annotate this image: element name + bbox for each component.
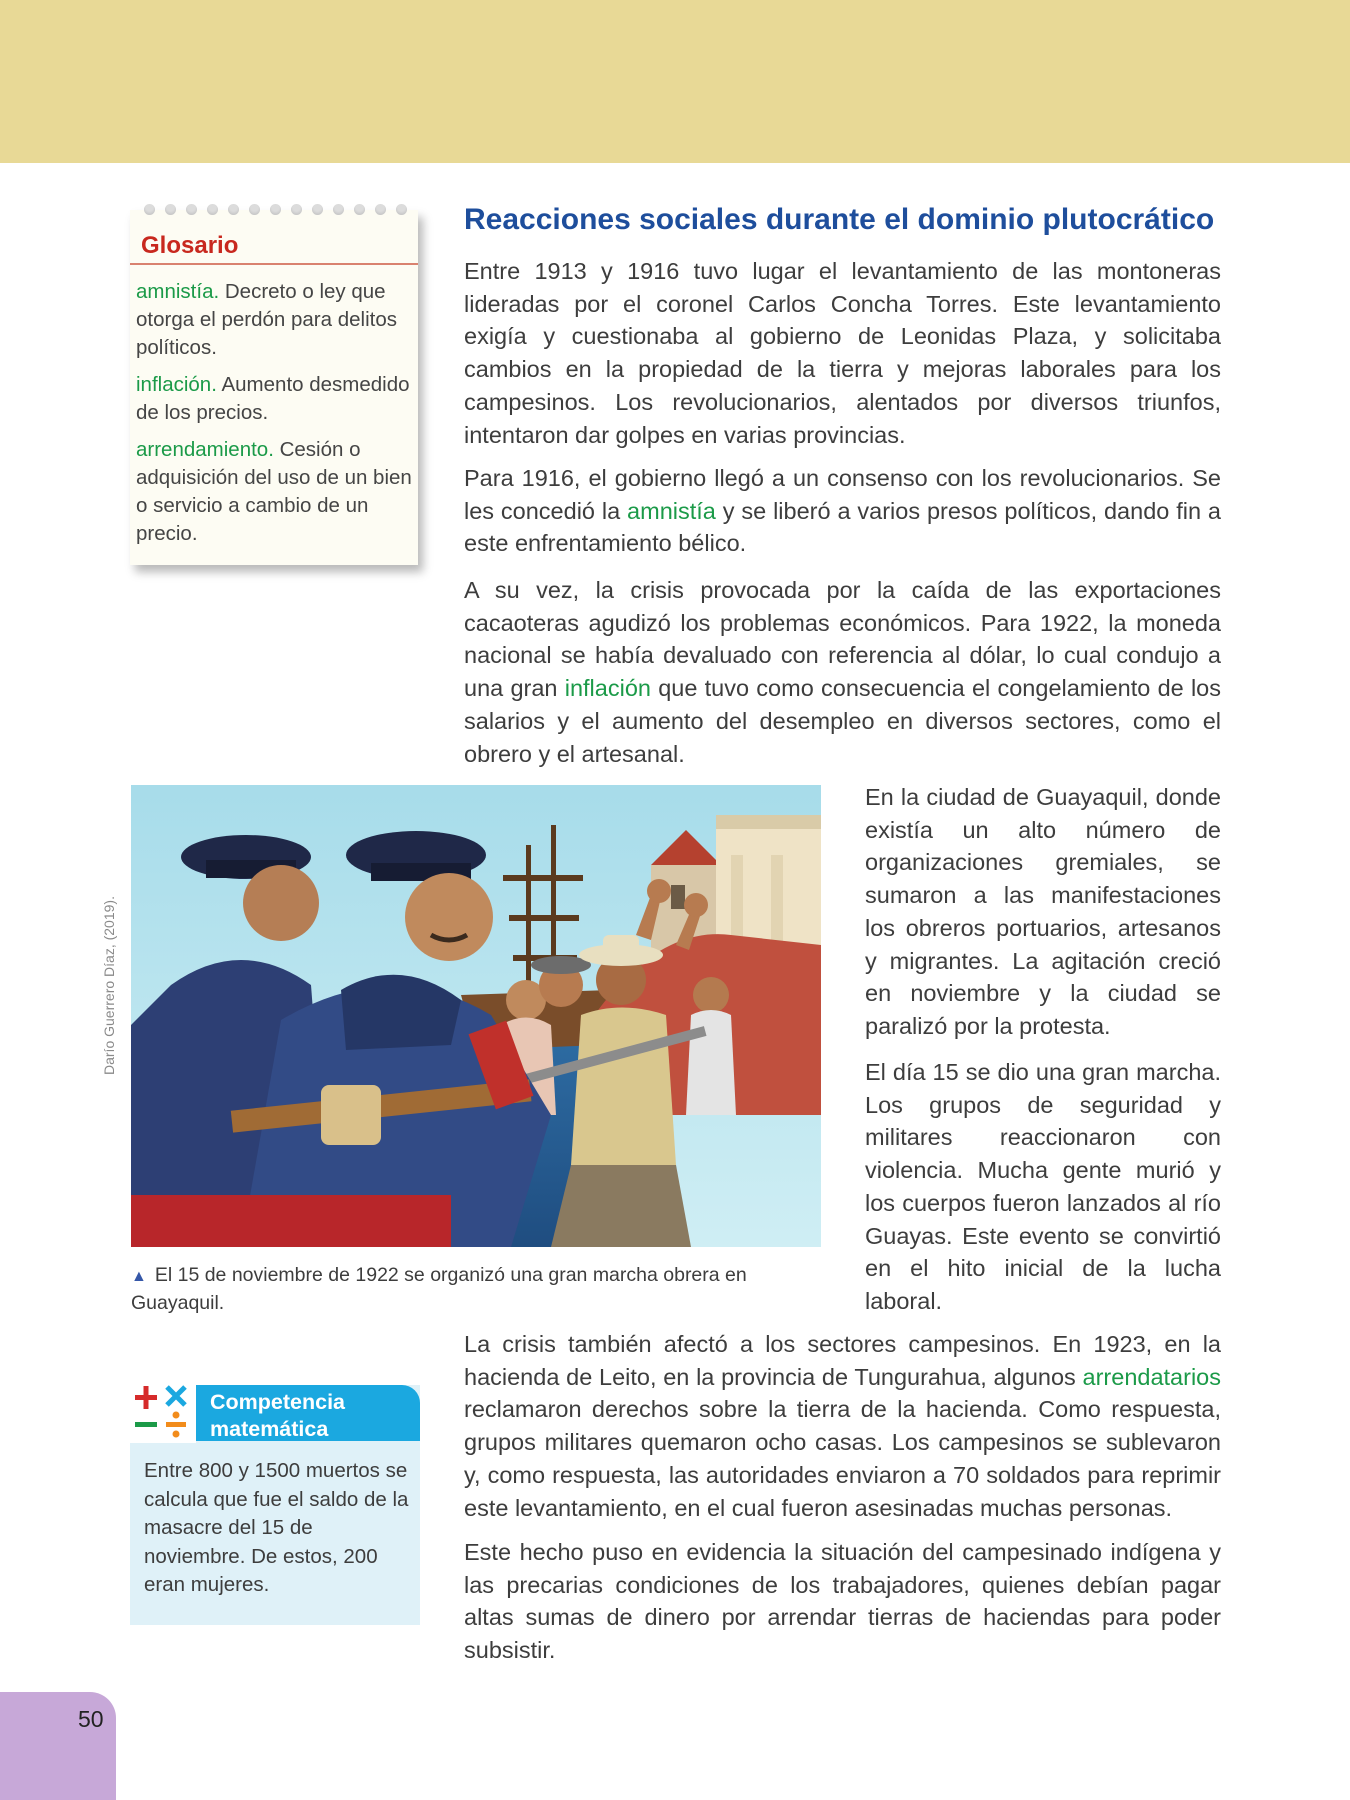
glossary-entry [136, 371, 414, 427]
glossary-term: amnistía. [136, 280, 220, 303]
competencia-text: Entre 800 y 1500 muertos se calcula que fue el saldo de la masacre del 15 de noviembre. De estos, 200 eran mujeres. [144, 1459, 409, 1596]
illustration-svg [131, 785, 821, 1247]
ring-icon [249, 204, 260, 215]
glossary-entry [136, 278, 414, 362]
glossary-term-link: amnistía [627, 497, 716, 524]
competencia-title [210, 1389, 345, 1443]
paragraph-amnistia [464, 462, 1221, 560]
paragraph-text: La crisis también afectó a los sectores campesinos. En 1923, en la hacienda de Leito, en la provincia de Tungurahua, algunos [464, 1331, 1221, 1390]
notebook-rings [144, 204, 412, 218]
paragraph-campesinado: Este hecho puso en evidencia la situación del campesinado indígena y las precarias condiciones de los trabajadores, quienes debían pagar altas sumas de dinero por arrendar tierras de haciendas para poder subsistir. [464, 1539, 1221, 1664]
paragraph-text: y se liberó a varios presos políticos, dando fin a este enfrentamiento bélico. [464, 497, 1221, 557]
ring-icon [165, 204, 176, 215]
glossary-title: Glosario [141, 232, 239, 259]
glossary-entries [136, 278, 414, 557]
glossary-definition: Decreto o ley que otorga el perdón para delitos políticos. [136, 280, 397, 359]
math-operators-icon [130, 1377, 196, 1443]
glossary-box [130, 210, 418, 565]
caption-text: El 15 de noviembre de 1922 se organizó una gran marcha obrera en Guayaquil. [131, 1264, 747, 1314]
top-header-band [0, 0, 1350, 163]
glossary-definition: Aumento desmedido de los precios. [136, 373, 410, 424]
glossary-divider [130, 263, 418, 265]
paragraph-inflacion [464, 574, 1221, 770]
glossary-entry [136, 436, 414, 548]
section-heading: Reacciones sociales durante el dominio plutocrático [464, 203, 1215, 236]
competencia-matematica-box [130, 1385, 420, 1625]
page-number: 50 [78, 1706, 104, 1732]
ring-icon [354, 204, 365, 215]
paragraph-text: Para 1916, el gobierno llegó a un consenso con los revolucionarios. Se les concedió la [464, 465, 1221, 524]
triangle-marker-icon: ▲ [131, 1268, 147, 1285]
paragraph-text: reclamaron derechos sobre la tierra de la hacienda. Como respuesta, grupos militares quemaron ocho casas. Los campesinos se sublevaron y, como respuesta, las autoridades enviaron a 70 soldados para reprimir este levantamiento, en el cual fueron asesinadas muchas personas. [464, 1396, 1221, 1521]
paragraph-marcha: El día 15 se dio una gran marcha. Los grupos de seguridad y militares reaccionaron con violencia. Mucha gente murió y los cuerpos fueron lanzados al río Guayas. Este evento se convirtió en el hito inicial de la lucha laboral. [865, 1059, 1221, 1314]
paragraph-leito [464, 1328, 1221, 1524]
paragraph-guayaquil: En la ciudad de Guayaquil, donde existía un alto número de organizaciones gremiales, se sumaron a las manifestaciones los obreros portuarios, artesanos y migrantes. La agitación creció en noviembre y la ciudad se paralizó por la protesta. [865, 784, 1221, 1039]
paragraph-montoneras: Entre 1913 y 1916 tuvo lugar el levantamiento de las montoneras lideradas por el coronel Carlos Concha Torres. Este levantamiento exigía y cuestionaba al gobierno de Leonidas Plaza, y solicitaba cambios en la propiedad de la tierra y mejoras laborales para los campesinos. Los revolucionarios, alentados por diversos triunfos, intentaron dar golpes en varias provincias. [464, 258, 1221, 448]
glossary-term-link: inflación [564, 675, 651, 702]
glossary-definition: Cesión o adquisición del uso de un bien o servicio a cambio de un precio. [136, 438, 412, 545]
glossary-term-link: arrendatarios [1082, 1363, 1221, 1390]
ring-icon [333, 204, 344, 215]
ring-icon [396, 204, 407, 215]
competencia-title-line: matemática [210, 1417, 329, 1441]
ring-icon [270, 204, 281, 215]
paragraph-text: que tuvo como consecuencia el congelamiento de los salarios y el aumento del desempleo en diversos sectores, como el obrero y el artesanal. [464, 675, 1221, 767]
competencia-title-line: Competencia [210, 1390, 346, 1414]
ring-icon [312, 204, 323, 215]
glossary-term: inflación. [136, 373, 217, 396]
figure-caption [131, 1262, 811, 1316]
ring-icon [228, 204, 239, 215]
illustration-protest [131, 785, 821, 1247]
paragraph-text: A su vez, la crisis provocada por la caída de las exportaciones cacaoteras agudizó los problemas económicos. Para 1922, la moneda nacional se había devaluado con referencia al dólar, lo cual condujo a una gran [464, 577, 1221, 702]
image-credit: Darío Guerrero Díaz, (2019). [101, 896, 117, 1075]
ring-icon [186, 204, 197, 215]
ring-icon [207, 204, 218, 215]
ring-icon [291, 204, 302, 215]
glossary-term: arrendamiento. [136, 438, 274, 461]
ring-icon [144, 204, 155, 215]
ring-icon [375, 204, 386, 215]
